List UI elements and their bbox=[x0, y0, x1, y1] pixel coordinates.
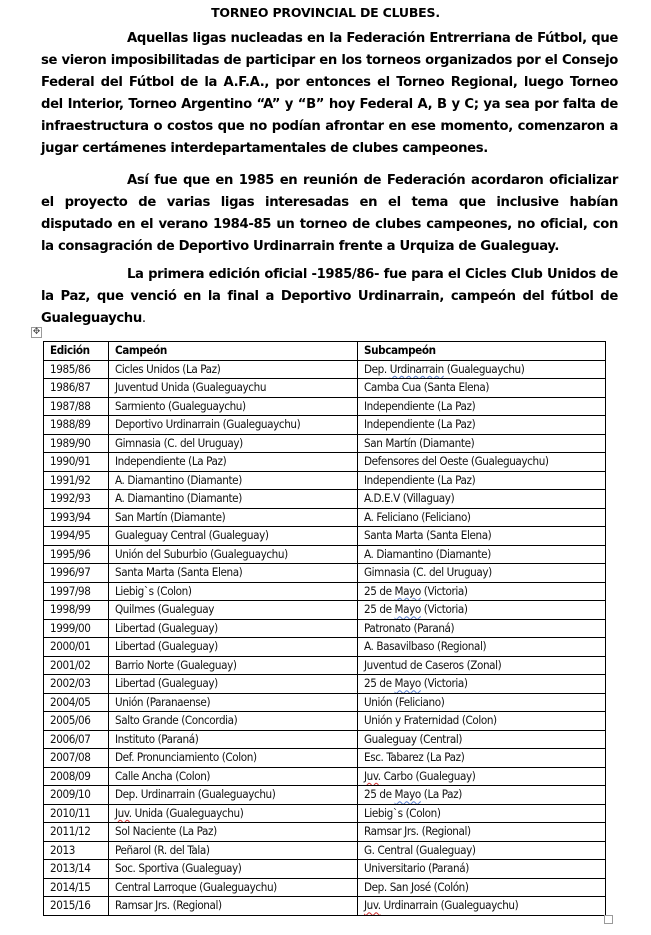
table-row bbox=[44, 379, 606, 398]
table-row bbox=[44, 730, 606, 749]
table-row bbox=[44, 545, 606, 564]
table-row bbox=[44, 860, 606, 879]
cell-subcampeon: Dep. Urdinarrain (Gualeguaychu) bbox=[358, 360, 606, 379]
cell-campeon: Instituto (Paraná) bbox=[109, 730, 358, 749]
cell-campeon: Sol Naciente (La Paz) bbox=[109, 823, 358, 842]
cell-campeon: Libertad (Gualeguay) bbox=[109, 619, 358, 638]
cell-edicion: 2013 bbox=[44, 841, 109, 860]
cell-campeon: Liebig`s (Colon) bbox=[109, 582, 358, 601]
cell-subcampeon: 25 de Mayo (La Paz) bbox=[358, 786, 606, 805]
cell-edicion: 1988/89 bbox=[44, 416, 109, 435]
cell-subcampeon: A. Basavilbaso (Regional) bbox=[358, 638, 606, 657]
paragraph-first-edition-period: . bbox=[141, 311, 146, 326]
table-row bbox=[44, 416, 606, 435]
cell-subcampeon: Ramsar Jrs. (Regional) bbox=[358, 823, 606, 842]
cell-edicion: 2006/07 bbox=[44, 730, 109, 749]
cell-edicion: 1990/91 bbox=[44, 453, 109, 472]
header-edicion: Edición bbox=[44, 342, 109, 361]
table-row bbox=[44, 582, 606, 601]
cell-edicion: 1997/98 bbox=[44, 582, 109, 601]
cell-edicion: 1992/93 bbox=[44, 490, 109, 509]
cell-subcampeon: Gimnasia (C. del Uruguay) bbox=[358, 564, 606, 583]
table-row bbox=[44, 490, 606, 509]
cell-edicion: 2014/15 bbox=[44, 878, 109, 897]
cell-campeon: Unión del Suburbio (Gualeguaychu) bbox=[109, 545, 358, 564]
cell-subcampeon: G. Central (Gualeguay) bbox=[358, 841, 606, 860]
table-row bbox=[44, 693, 606, 712]
cell-subcampeon: Liebig`s (Colon) bbox=[358, 804, 606, 823]
cell-subcampeon: Universitario (Paraná) bbox=[358, 860, 606, 879]
table-row bbox=[44, 360, 606, 379]
table-row bbox=[44, 601, 606, 620]
cell-edicion: 2007/08 bbox=[44, 749, 109, 768]
cell-campeon: Soc. Sportiva (Gualeguay) bbox=[109, 860, 358, 879]
cell-subcampeon: A. Feliciano (Feliciano) bbox=[358, 508, 606, 527]
cell-edicion: 2008/09 bbox=[44, 767, 109, 786]
cell-campeon: Santa Marta (Santa Elena) bbox=[109, 564, 358, 583]
cell-subcampeon: Independiente (La Paz) bbox=[358, 471, 606, 490]
cell-edicion: 2002/03 bbox=[44, 675, 109, 694]
cell-subcampeon: San Martín (Diamante) bbox=[358, 434, 606, 453]
table-row bbox=[44, 564, 606, 583]
cell-subcampeon: Unión (Feliciano) bbox=[358, 693, 606, 712]
cell-campeon: Deportivo Urdinarrain (Gualeguaychu) bbox=[109, 416, 358, 435]
cell-subcampeon: Patronato (Paraná) bbox=[358, 619, 606, 638]
table-move-handle-icon[interactable]: ✥ bbox=[32, 327, 41, 337]
cell-edicion: 2011/12 bbox=[44, 823, 109, 842]
table-row bbox=[44, 675, 606, 694]
header-campeon: Campeón bbox=[109, 342, 358, 361]
table-row bbox=[44, 397, 606, 416]
table-row bbox=[44, 471, 606, 490]
cell-edicion: 2015/16 bbox=[44, 897, 109, 916]
cell-campeon: Quilmes (Gualeguay bbox=[109, 601, 358, 620]
cell-subcampeon: Dep. San José (Colón) bbox=[358, 878, 606, 897]
document-title: TORNEO PROVINCIAL DE CLUBES. bbox=[211, 5, 440, 20]
table-row bbox=[44, 619, 606, 638]
cell-subcampeon: 25 de Mayo (Victoria) bbox=[358, 675, 606, 694]
cell-campeon: Gimnasia (C. del Uruguay) bbox=[109, 434, 358, 453]
cell-campeon: Libertad (Gualeguay) bbox=[109, 638, 358, 657]
cell-subcampeon: Gualeguay (Central) bbox=[358, 730, 606, 749]
paragraph-first-edition-text: La primera edición oficial -1985/86- fue para el Cicles Club Unidos de la Paz, que venció en la final a Deportivo Urdinarrain, campeón del fútbol de Gualeguaychu bbox=[41, 267, 618, 326]
paragraph-history: Así fue que en 1985 en reunión de Federación acordaron oficializar el proyecto de varias ligas interesadas en el tema que inclusive habían disputado en el verano 1984-85 un torneo de clubes campeones, no oficial, con la consagración de Deportivo Urdinarrain frente a Urquiza de Gualeguay. bbox=[41, 173, 618, 254]
header-subcampeon: Subcampeón bbox=[358, 342, 606, 361]
cell-campeon: Cicles Unidos (La Paz) bbox=[109, 360, 358, 379]
table-row bbox=[44, 897, 606, 916]
cell-campeon: Salto Grande (Concordia) bbox=[109, 712, 358, 731]
paragraph-intro: Aquellas ligas nucleadas en la Federación Entrerriana de Fútbol, que se vieron imposibilitadas de participar en los torneos organizados por el Consejo Federal del Fútbol de la A.F.A., por entonces el Torneo Regional, luego Torneo del Interior, Torneo Argentino “A” y “B” hoy Federal A, B y C; ya sea por falta de infraestructura o costos que no podían afrontar en ese momento, comenzaron a jugar certámenes interdepartamentales de clubes campeones. bbox=[41, 31, 618, 156]
cell-subcampeon: Camba Cua (Santa Elena) bbox=[358, 379, 606, 398]
table-row bbox=[44, 638, 606, 657]
cell-edicion: 1999/00 bbox=[44, 619, 109, 638]
cell-campeon: A. Diamantino (Diamante) bbox=[109, 471, 358, 490]
cell-edicion: 2004/05 bbox=[44, 693, 109, 712]
cell-subcampeon: A.D.E.V (Villaguay) bbox=[358, 490, 606, 509]
cell-subcampeon: Santa Marta (Santa Elena) bbox=[358, 527, 606, 546]
cell-subcampeon: Juv. Carbo (Gualeguay) bbox=[358, 767, 606, 786]
cell-subcampeon: A. Diamantino (Diamante) bbox=[358, 545, 606, 564]
cell-campeon: Calle Ancha (Colon) bbox=[109, 767, 358, 786]
cell-subcampeon: Unión y Fraternidad (Colon) bbox=[358, 712, 606, 731]
cell-subcampeon: Independiente (La Paz) bbox=[358, 397, 606, 416]
cell-campeon: Juventud Unida (Gualeguaychu bbox=[109, 379, 358, 398]
cell-edicion: 2005/06 bbox=[44, 712, 109, 731]
cell-edicion: 1985/86 bbox=[44, 360, 109, 379]
table-body bbox=[44, 360, 606, 915]
cell-campeon: Barrio Norte (Gualeguay) bbox=[109, 656, 358, 675]
cell-edicion: 1994/95 bbox=[44, 527, 109, 546]
table-row bbox=[44, 786, 606, 805]
cell-campeon: Peñarol (R. del Tala) bbox=[109, 841, 358, 860]
table-row bbox=[44, 749, 606, 768]
cell-campeon: Dep. Urdinarrain (Gualeguaychu) bbox=[109, 786, 358, 805]
cell-edicion: 1987/88 bbox=[44, 397, 109, 416]
table-row bbox=[44, 434, 606, 453]
cell-subcampeon: 25 de Mayo (Victoria) bbox=[358, 601, 606, 620]
table-resize-handle-icon[interactable] bbox=[604, 915, 613, 924]
cell-campeon: San Martín (Diamante) bbox=[109, 508, 358, 527]
cell-campeon: Gualeguay Central (Gualeguay) bbox=[109, 527, 358, 546]
cell-edicion: 2000/01 bbox=[44, 638, 109, 657]
cell-edicion: 1986/87 bbox=[44, 379, 109, 398]
cell-subcampeon: Independiente (La Paz) bbox=[358, 416, 606, 435]
cell-campeon: Unión (Paranaense) bbox=[109, 693, 358, 712]
champions-table bbox=[43, 341, 606, 916]
table-row bbox=[44, 527, 606, 546]
table-row bbox=[44, 841, 606, 860]
cell-campeon: Libertad (Gualeguay) bbox=[109, 675, 358, 694]
cell-subcampeon: Esc. Tabarez (La Paz) bbox=[358, 749, 606, 768]
cell-subcampeon: Juv. Urdinarrain (Gualeguaychu) bbox=[358, 897, 606, 916]
cell-edicion: 2001/02 bbox=[44, 656, 109, 675]
cell-campeon: Sarmiento (Gualeguaychu) bbox=[109, 397, 358, 416]
cell-edicion: 2013/14 bbox=[44, 860, 109, 879]
table-header-row bbox=[44, 342, 606, 361]
cell-subcampeon: 25 de Mayo (Victoria) bbox=[358, 582, 606, 601]
cell-subcampeon: Juventud de Caseros (Zonal) bbox=[358, 656, 606, 675]
cell-edicion: 1991/92 bbox=[44, 471, 109, 490]
cell-campeon: Def. Pronunciamiento (Colon) bbox=[109, 749, 358, 768]
table-row bbox=[44, 878, 606, 897]
cell-edicion: 2010/11 bbox=[44, 804, 109, 823]
table-row bbox=[44, 823, 606, 842]
cell-campeon: Ramsar Jrs. (Regional) bbox=[109, 897, 358, 916]
cell-edicion: 1996/97 bbox=[44, 564, 109, 583]
table-row bbox=[44, 656, 606, 675]
table-row bbox=[44, 508, 606, 527]
cell-campeon: Central Larroque (Gualeguaychu) bbox=[109, 878, 358, 897]
cell-edicion: 1989/90 bbox=[44, 434, 109, 453]
cell-campeon: A. Diamantino (Diamante) bbox=[109, 490, 358, 509]
table-row bbox=[44, 767, 606, 786]
table-row bbox=[44, 453, 606, 472]
cell-edicion: 1995/96 bbox=[44, 545, 109, 564]
table-row bbox=[44, 712, 606, 731]
cell-edicion: 1998/99 bbox=[44, 601, 109, 620]
table-row bbox=[44, 804, 606, 823]
cell-subcampeon: Defensores del Oeste (Gualeguaychu) bbox=[358, 453, 606, 472]
paragraph-first-edition bbox=[41, 264, 618, 330]
cell-campeon: Independiente (La Paz) bbox=[109, 453, 358, 472]
cell-edicion: 2009/10 bbox=[44, 786, 109, 805]
cell-edicion: 1993/94 bbox=[44, 508, 109, 527]
cell-campeon: Juv. Unida (Gualeguaychu) bbox=[109, 804, 358, 823]
